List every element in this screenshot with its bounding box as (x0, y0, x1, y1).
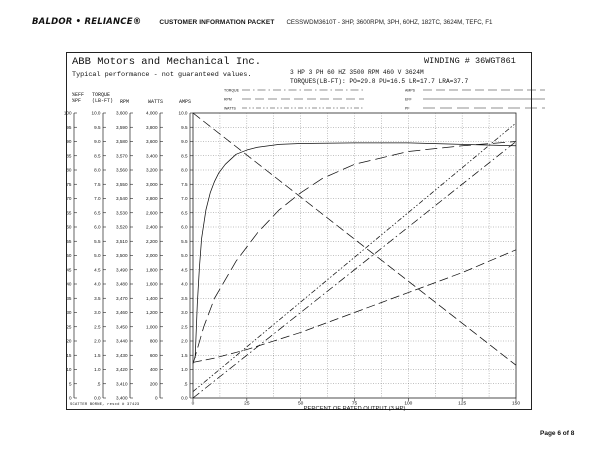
eff-pf-axis-tick-label: 80 (66, 167, 72, 173)
rpm-axis-tick-label: 3,540 (116, 196, 128, 202)
rpm-axis-tick-label: 3,490 (116, 267, 128, 273)
eff-pf-axis-tick-label: 55 (66, 238, 72, 244)
performance-note: Typical performance - not guaranteed values. (72, 71, 252, 79)
torque-axis-tick-label: 5.0 (94, 253, 101, 259)
amps-axis-tick-label: 0.0 (181, 395, 188, 401)
amps-axis-tick-label: 7.0 (181, 196, 188, 202)
eff-pf-axis-tick-label: 35 (66, 295, 72, 301)
series-line-pf (193, 142, 516, 364)
torque-axis-tick-label: 9.5 (94, 124, 101, 130)
amps-axis-tick-label: 10.0 (178, 110, 188, 116)
torque-axis-tick-label: 3.0 (94, 310, 101, 316)
amps-axis-tick-label: 9.5 (181, 124, 188, 130)
rpm-axis-tick-label: 3,410 (116, 381, 128, 387)
torque-axis-tick-label: 3.5 (94, 295, 101, 301)
torque-axis-tick-label: 7.5 (94, 181, 101, 187)
product-details: CESSWDM3610T - 3HP, 3600RPM, 3PH, 60HZ, 182TC, 3624M, TEFC, F1 (286, 18, 493, 26)
x-tick-label: 125 (458, 401, 467, 407)
legend-label: TORQUE (224, 88, 239, 93)
eff-pf-axis-tick-label: 65 (66, 210, 72, 216)
rpm-axis-tick-label: 3,550 (116, 181, 128, 187)
x-tick-label: 0 (191, 401, 195, 407)
axis-header: AMPS (179, 99, 192, 105)
amps-axis-tick-label: 3.5 (181, 295, 188, 301)
watts-axis-tick-label: 200 (149, 381, 158, 387)
axis-header: RPM (120, 99, 130, 105)
eff-pf-axis-tick-label: 100 (63, 110, 72, 116)
amps-axis-tick-label: 9.0 (181, 139, 188, 145)
eff-pf-axis-tick-label: 90 (66, 139, 72, 145)
rpm-axis-tick-label: 3,530 (116, 210, 128, 216)
rpm-axis-tick-label: 3,480 (116, 281, 128, 287)
sheet-footer-note: SCATTER BORNE, rescd # 37423 (70, 403, 140, 407)
torque-axis-tick-label: 6.0 (94, 224, 101, 230)
eff-pf-axis-tick-label: 45 (66, 267, 72, 273)
watts-axis-tick-label: 2,200 (146, 238, 158, 244)
eff-pf-axis-tick-label: 15 (66, 352, 72, 358)
rpm-axis-tick-label: 3,580 (116, 139, 128, 145)
eff-pf-axis-tick-label: 20 (66, 338, 72, 344)
x-axis-label: PERCENT OF RATED OUTPUT (3 HP) (303, 406, 406, 412)
watts-axis-tick-label: 3,000 (146, 181, 158, 187)
torque-axis-tick-label: 1.0 (94, 367, 101, 373)
watts-axis-tick-label: 3,200 (146, 167, 158, 173)
watts-axis-tick-label: 1,600 (146, 281, 158, 287)
watts-axis-tick-label: 600 (149, 352, 158, 358)
amps-axis-tick-label: 7.5 (181, 181, 188, 187)
torque-axis-tick-label: 9.0 (94, 139, 101, 145)
eff-pf-axis-tick-label: 30 (66, 310, 72, 316)
axis-header: (LB-FT) (92, 98, 114, 104)
eff-pf-axis-tick-label: 25 (66, 324, 72, 330)
rpm-axis-tick-label: 3,430 (116, 352, 128, 358)
rpm-axis-tick-label: 3,440 (116, 338, 128, 344)
watts-axis-tick-label: 4,000 (146, 110, 158, 116)
rpm-axis-tick-label: 3,520 (116, 224, 128, 230)
eff-pf-axis-tick-label: 75 (66, 181, 72, 187)
winding-number: WINDING # 36WGT861 (424, 56, 516, 66)
watts-axis-tick-label: 2,600 (146, 210, 158, 216)
amps-axis-tick-label: 5.0 (181, 253, 188, 259)
eff-pf-axis-tick-label: 85 (66, 153, 72, 159)
torque-axis-tick-label: 4.0 (94, 281, 101, 287)
axis-header: WATTS (148, 99, 164, 105)
amps-axis-tick-label: 6.5 (181, 210, 188, 216)
rpm-axis-tick-label: 3,570 (116, 153, 128, 159)
company-name: ABB Motors and Mechanical Inc. (72, 56, 262, 68)
torque-values: TORQUES(LB-FT): PO=29.8 PU=16.5 LR=17.7 LRA=37.7 (290, 78, 469, 85)
watts-axis-tick-label: 2,800 (146, 196, 158, 202)
legend-label: WATTS (224, 106, 236, 111)
watts-axis-tick-label: 1,200 (146, 310, 158, 316)
watts-axis-tick-label: 3,400 (146, 153, 158, 159)
torque-axis-tick-label: 4.5 (94, 267, 101, 273)
brand-logo: BALDOR • RELIANCE® (32, 17, 142, 27)
rpm-axis-tick-label: 3,470 (116, 295, 128, 301)
amps-axis-tick-label: 5.5 (181, 238, 188, 244)
watts-axis-tick-label: 800 (149, 338, 158, 344)
rpm-axis-tick-label: 3,600 (116, 110, 128, 116)
rpm-axis-tick-label: 3,400 (116, 395, 128, 401)
amps-axis-tick-label: 8.0 (181, 167, 188, 173)
axis-header: %EFF (72, 92, 85, 98)
watts-axis-tick-label: 2,000 (146, 253, 158, 259)
x-tick-label: 150 (511, 401, 521, 407)
eff-pf-axis-tick-label: 95 (66, 124, 72, 130)
watts-axis-tick-label: 2,400 (146, 224, 158, 230)
watts-axis-tick-label: 1,000 (146, 324, 158, 330)
amps-axis-tick-label: 1.0 (181, 367, 188, 373)
rpm-axis-tick-label: 3,500 (116, 253, 128, 259)
watts-axis-tick-label: 3,800 (146, 124, 158, 130)
x-tick-label: 100 (404, 401, 413, 407)
watts-axis-tick-label: 3,600 (146, 139, 158, 145)
eff-pf-axis-tick-label: 70 (66, 196, 72, 202)
legend-label: AMPS (405, 88, 415, 93)
torque-axis-tick-label: 6.5 (94, 210, 101, 216)
amps-axis-tick-label: 4.0 (181, 281, 188, 287)
eff-pf-axis-tick-label: 5 (68, 381, 72, 387)
legend-label: PF (405, 106, 410, 111)
amps-axis-tick-label: 2.0 (181, 338, 188, 344)
rpm-axis-tick-label: 3,450 (116, 324, 128, 330)
x-tick-label: 75 (351, 401, 358, 407)
series-line-eff (195, 143, 516, 358)
torque-axis-tick-label: 8.5 (94, 153, 101, 159)
rpm-axis-tick-label: 3,590 (116, 124, 128, 130)
rpm-axis-tick-label: 3,460 (116, 310, 128, 316)
watts-axis-tick-label: 1,400 (146, 295, 158, 301)
page-number: Page 6 of 8 (540, 430, 575, 437)
eff-pf-axis-tick-label: 40 (66, 281, 72, 287)
torque-axis-tick-label: 7.0 (94, 196, 101, 202)
legend-label: RPM (224, 97, 232, 102)
eff-pf-axis-tick-label: 0 (68, 395, 72, 401)
rpm-axis-tick-label: 3,420 (116, 367, 128, 373)
x-tick-label: 50 (297, 401, 304, 407)
eff-pf-axis-tick-label: 10 (66, 367, 72, 373)
axis-header: TORQUE (92, 92, 111, 98)
torque-axis-tick-label: .5 (96, 381, 101, 387)
amps-axis-tick-label: 4.5 (181, 267, 188, 273)
watts-axis-tick-label: 0 (154, 395, 158, 401)
torque-axis-tick-label: 2.0 (94, 338, 101, 344)
torque-axis-tick-label: 5.5 (94, 238, 101, 244)
amps-axis-tick-label: 2.5 (181, 324, 188, 330)
eff-pf-axis-tick-label: 60 (66, 224, 72, 230)
rpm-axis-tick-label: 3,560 (116, 167, 128, 173)
torque-axis-tick-label: 10.0 (91, 110, 101, 116)
motor-specs: 3 HP 3 PH 60 HZ 3500 RPM 460 V 3624M (290, 69, 424, 76)
watts-axis-tick-label: 1,800 (146, 267, 158, 273)
axis-header: %PF (72, 98, 82, 104)
watts-axis-tick-label: 400 (149, 367, 158, 373)
torque-axis-tick-label: 1.5 (94, 352, 101, 358)
legend-label: EFF (405, 97, 412, 102)
amps-axis-tick-label: 8.5 (181, 153, 188, 159)
eff-pf-axis-tick-label: 50 (66, 253, 72, 259)
x-tick-label: 25 (244, 401, 250, 407)
amps-axis-tick-label: 3.0 (181, 310, 188, 316)
packet-title: CUSTOMER INFORMATION PACKET (159, 18, 275, 26)
torque-axis-tick-label: 8.0 (94, 167, 101, 173)
torque-axis-tick-label: 2.5 (94, 324, 101, 330)
torque-axis-tick-label: 0.0 (94, 395, 101, 401)
amps-axis-tick-label: 1.5 (181, 352, 188, 358)
amps-axis-tick-label: 6.0 (181, 224, 188, 230)
rpm-axis-tick-label: 3,510 (116, 238, 128, 244)
amps-axis-tick-label: .5 (183, 381, 188, 387)
